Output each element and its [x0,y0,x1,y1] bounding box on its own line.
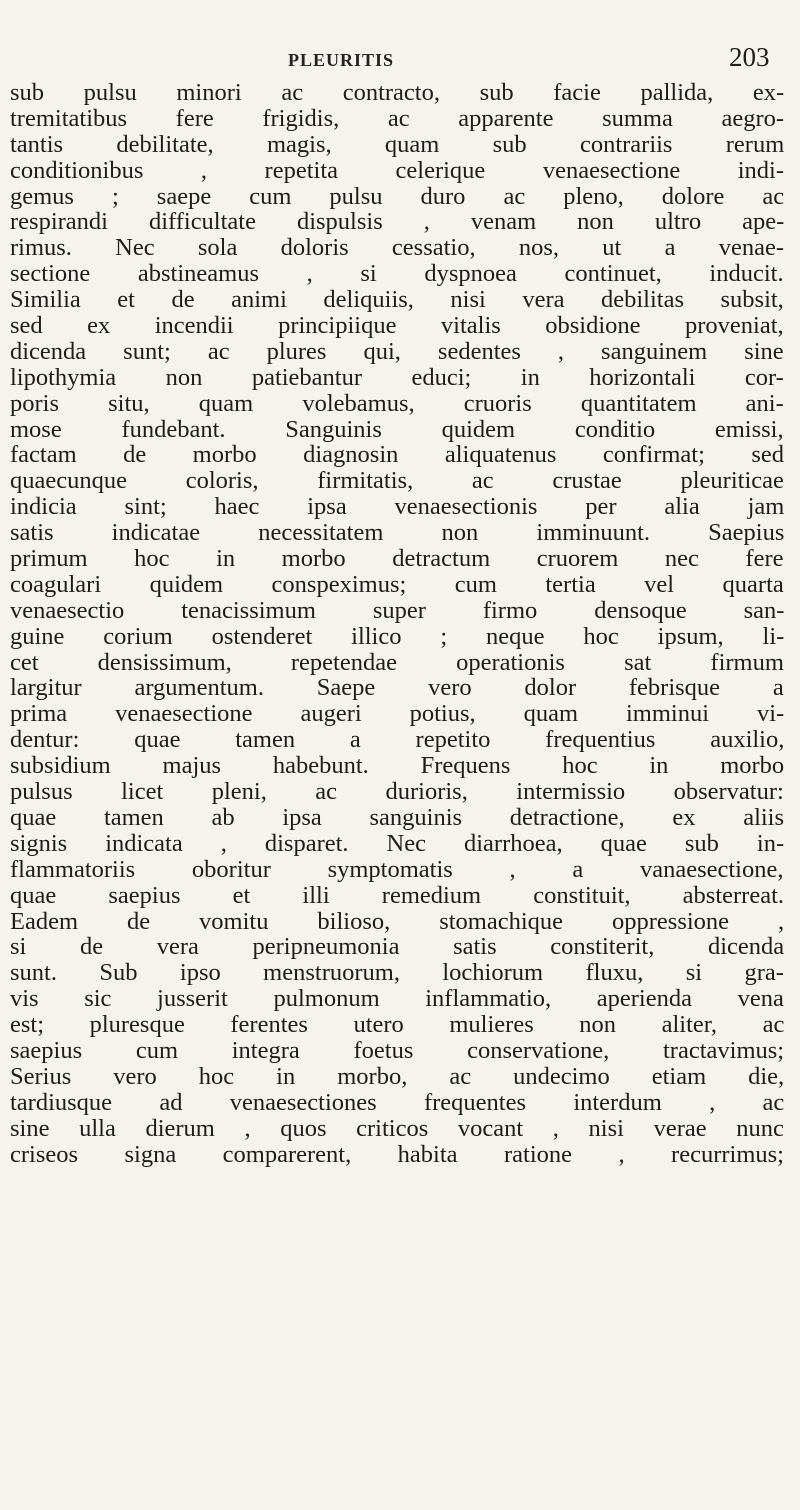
text-line: quae tamen ab ipsa sanguinis detractione, ex aliis [10,803,785,831]
text-line: guine corium ostenderet illico ; neque hoc ipsum, li- [10,622,785,650]
text-line: tantis debilitate, magis, quam sub contrariis rerum [10,130,785,158]
text-line: sunt. Sub ipso menstruorum, lochiorum fluxu, si gra- [10,959,784,987]
body-text [10,80,790,1167]
running-title: PLEURITIS [288,50,395,70]
text-line: signis indicata , disparet. Nec diarrhoea, quae sub in- [10,829,785,857]
text-line: pulsus licet pleni, ac durioris, intermissio observatur: [10,778,784,806]
text-line: conditionibus , repetita celerique venaesectione indi- [10,156,785,184]
text-line: mose fundebant. Sanguinis quidem conditio emissi, [10,415,784,443]
text-line: dicenda sunt; ac plures qui, sedentes , sanguinem sine [10,337,784,365]
text-line: tardiusque ad venaesectiones frequentes interdum , ac [10,1088,785,1116]
text-line: subsidium majus habebunt. Frequens hoc in morbo [10,752,785,780]
text-line: coagulari quidem conspeximus; cum tertia vel quarta [10,570,784,598]
text-line: poris situ, quam volebamus, cruoris quantitatem ani- [10,389,784,417]
text-line: si de vera peripneumonia satis constiterit, dicenda [10,933,785,961]
text-line: cet densissimum, repetendae operationis sat firmum [10,648,784,676]
text-line: Eadem de vomitu bilioso, stomachique oppressione , [10,907,785,935]
text-line: rimus. Nec sola doloris cessatio, nos, ut a venae- [10,234,784,262]
text-line: primum hoc in morbo detractum cruorem nec fere [10,545,784,573]
running-head [0,36,800,76]
text-line: quaecunque coloris, firmitatis, ac crustae pleuriticae [10,467,784,495]
text-line: lipothymia non patiebantur educi; in horizontali cor- [10,363,784,391]
text-line: largitur argumentum. Saepe vero dolor febrisque a [10,674,784,702]
text-line: Similia et de animi deliquiis, nisi vera debilitas subsit, [10,286,784,314]
text-line: indicia sint; haec ipsa venaesectionis per alia jam [10,493,785,521]
text-line: gemus ; saepe cum pulsu duro ac pleno, dolore ac [10,182,785,210]
text-line: sub pulsu minori ac contracto, sub facie pallida, ex- [10,79,785,106]
text-line: sed ex incendii principiique vitalis obsidione proveniat, [10,312,784,340]
text-line: prima venaesectione augeri potius, quam imminui vi- [10,700,785,728]
text-line: venaesectio tenacissimum super firmo densoque san- [10,596,785,624]
text-line: dentur: quae tamen a repetito frequentius auxilio, [10,726,785,754]
page-number: 203 [729,42,770,72]
text-line: quae saepius et illi remedium constituit, absterreat. [10,881,785,909]
text-line: saepius cum integra foetus conservatione, tractavimus; [10,1036,785,1064]
text-line: criseos signa comparerent, habita ratione , recurrimus; [10,1140,784,1168]
text-line: respirandi difficultate dispulsis , venam non ultro ape- [10,208,785,236]
text-line: sine ulla dierum , quos criticos vocant , nisi verae nunc [10,1114,784,1142]
text-line: satis indicatae necessitatem non imminuunt. Saepius [10,519,785,547]
text-line: flammatoriis oboritur symptomatis , a vanaesectione, [10,855,784,883]
text-line: sectione abstineamus , si dyspnoea continuet, inducit. [10,260,784,288]
text-line: Serius vero hoc in morbo, ac undecimo etiam die, [10,1062,785,1090]
text-line: factam de morbo diagnosin aliquatenus confirmat; sed [10,441,785,469]
text-line: tremitatibus fere frigidis, ac apparente summa aegro- [10,104,785,132]
text-line: vis sic jusserit pulmonum inflammatio, aperienda vena [10,985,784,1013]
text-line: est; pluresque ferentes utero mulieres non aliter, ac [10,1011,785,1039]
